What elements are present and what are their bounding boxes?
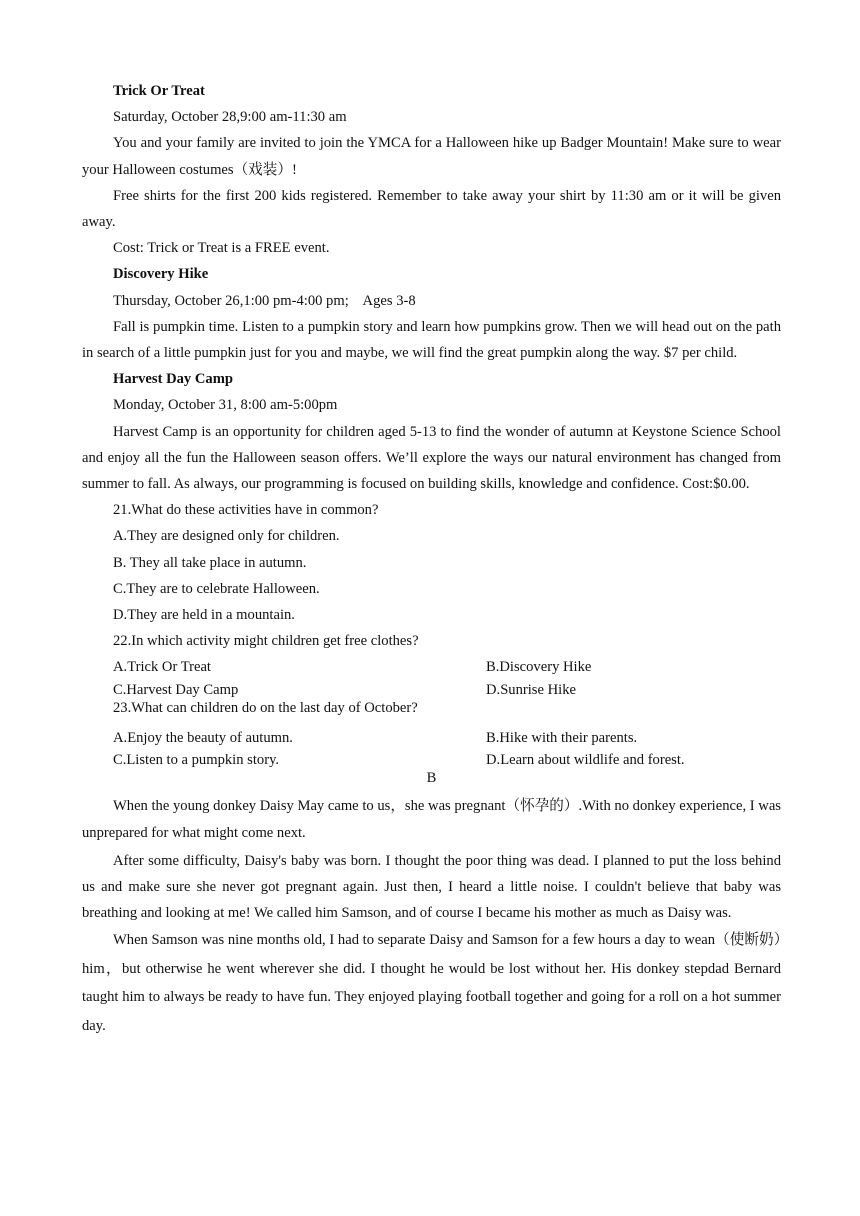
q23-stem: 23.What can children do on the last day of October? — [113, 699, 418, 716]
trick-title: Trick Or Treat — [113, 83, 205, 99]
passage-b-paragraph-1: When the young donkey Daisy May came to us，she was pregnant（怀孕的）.With no donkey experience, I was unprepared for what might come next. — [82, 797, 781, 842]
harvest-title: Harvest Day Camp — [113, 371, 233, 388]
q22-stem: 22.In which activity might children get free clothes? — [113, 633, 419, 650]
trick-cost: Cost: Trick or Treat is a FREE event. — [113, 240, 330, 257]
passage-b-paragraph-2: After some difficulty, Daisy's baby was born. I thought the poor thing was dead. I planned to put the loss behind us and make sure she never got pregnant again. Just then, I heard a little noise. I couldn't believe that baby was breathing and looking at me! We called him Samson, and of course I became his mother as much as Daisy was. — [82, 852, 781, 922]
q22-option-c: C.Harvest Day Camp — [113, 681, 239, 698]
q22-option-d: D.Sunrise Hike — [486, 681, 576, 698]
harvest-paragraph-1: Harvest Camp is an opportunity for children aged 5-13 to find the wonder of autumn at Keystone Science School and enjoy all the fun the Halloween season offers. We’ll explore the ways our natural environment has changed from summer to fall. As always, our programming is focused on building skills, knowledge and confidence. Cost:$0.00. — [82, 423, 781, 493]
trick-time: Saturday, October 28,9:00 am-11:30 am — [113, 109, 347, 126]
q21-option-c: C.They are to celebrate Halloween. — [113, 580, 320, 597]
q22-options-row-2 — [82, 681, 781, 699]
discovery-time: Thursday, October 26,1:00 pm-4:00 pm; Ages 3-8 — [113, 292, 416, 309]
trick-paragraph-1: You and your family are invited to join the YMCA for a Halloween hike up Badger Mountain! Make sure to wear your Halloween costumes（戏装）! — [82, 135, 781, 178]
passage-b-paragraph-3: When Samson was nine months old, I had to separate Daisy and Samson for a few hours a day to wean（使断奶）him，but otherwise he went wherever she did. I thought he would be lost without her. His donkey stepdad Bernard taught him to always be ready to have fun. They enjoyed playing football together and going for a roll on a hot summer day. — [82, 932, 781, 1034]
trick-paragraph-2: Free shirts for the first 200 kids registered. Remember to take away your shirt by 11:30 am or it will be given away. — [82, 187, 781, 231]
q23-option-c: C.Listen to a pumpkin story. — [113, 751, 280, 768]
discovery-title: Discovery Hike — [113, 266, 209, 283]
q21-option-d: D.They are held in a mountain. — [113, 607, 295, 624]
document-page — [82, 78, 781, 1040]
q23-option-d: D.Learn about wildlife and forest. — [486, 751, 685, 768]
q22-option-a: A.Trick Or Treat — [113, 659, 211, 676]
q22-option-b: B.Discovery Hike — [486, 659, 592, 676]
q21-option-b: B. They all take place in autumn. — [113, 554, 307, 571]
q23-options-row-2 — [82, 751, 781, 769]
q23-option-a: A.Enjoy the beauty of autumn. — [113, 729, 293, 746]
q23-options-row-1 — [82, 725, 781, 751]
q21-stem: 21.What do these activities have in common? — [113, 502, 379, 519]
q22-options-row-1 — [82, 654, 781, 680]
q23-option-b: B.Hike with their parents. — [486, 729, 638, 746]
harvest-time: Monday, October 31, 8:00 am-5:00pm — [113, 397, 338, 414]
discovery-paragraph-1: Fall is pumpkin time. Listen to a pumpkin story and learn how pumpkins grow. Then we will head out on the path in search of a little pumpkin just for you and maybe, we will find the great pumpkin along the way. $7 per child. — [82, 318, 781, 362]
q21-option-a: A.They are designed only for children. — [113, 528, 340, 545]
passage-b-label: B — [426, 769, 437, 786]
